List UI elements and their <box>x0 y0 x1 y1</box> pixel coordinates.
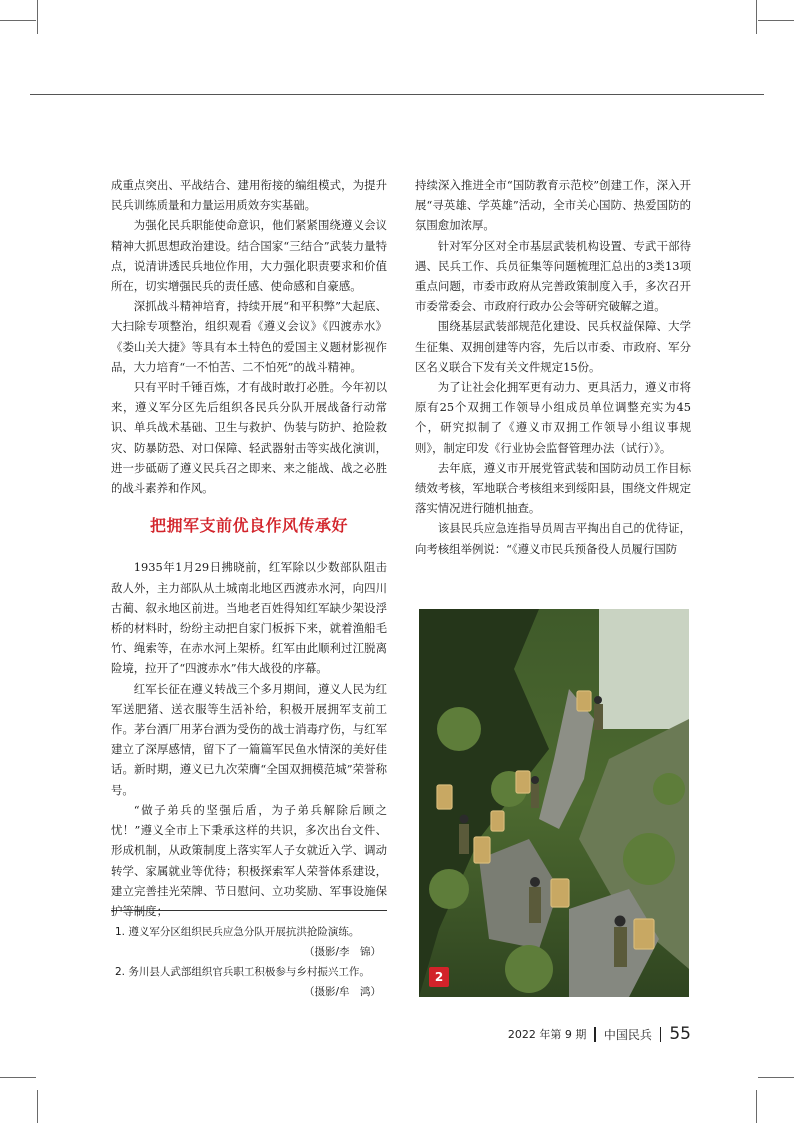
footer-divider <box>594 1027 596 1042</box>
crop-mark <box>756 0 757 34</box>
photo-number-badge: 2 <box>429 967 449 987</box>
page-number: 55 <box>669 1024 691 1044</box>
caption-credit: （摄影/李 锦） <box>303 946 381 958</box>
magazine-name: 中国民兵 <box>603 1027 652 1042</box>
section-heading: 把拥军支前优良作风传承好 <box>149 516 348 536</box>
caption-rule <box>111 910 387 911</box>
crop-mark <box>758 1077 794 1078</box>
caption-text: 1. 遵义军分区组织民兵应急分队开展抗洪抢险演练。 <box>115 926 360 938</box>
paragraph: 针对军分区对全市基层武装机构设置、专武干部待遇、民兵工作、兵员征集等问题梳理汇总出的3类13项重点问题，市委市政府从完善政策制度入手，多次召开市委常委会、市政府行政办公会等研究破解之道。 <box>415 238 691 314</box>
crop-mark <box>758 20 794 21</box>
paragraph: 红军长征在遵义转战三个多月期间，遵义人民为红军送肥猪、送衣服等生活补给，积极开展拥军支前工作。茅台酒厂用茅台酒为受伤的战士消毒疗伤，与红军建立了深厚感情，留下了一篇篇军民鱼水情深的美好佳话。新时期，遵义已九次荣膺“全国双拥模范城”荣誉称号。 <box>111 681 387 797</box>
footer-divider <box>660 1027 662 1042</box>
paragraph: 成重点突出、平战结合、建用衔接的编组模式，为提升民兵训练质量和力量运用质效夯实基础。 <box>111 178 387 213</box>
paragraph: 只有平时千锤百炼，才有战时敢打必胜。今年初以来，遵义军分区先后组织各民兵分队开展战备行动常识、单兵战术基础、卫生与救护、伪装与防护、抢险救灾、防暴防恐、对口保障、轻武器射击等实战化演训，进一步砥砺了遵义民兵召之即来、来之能战、战之必胜的战斗素养和作风。 <box>111 380 387 496</box>
paragraph: 围绕基层武装部规范化建设、民兵权益保障、大学生征集、双拥创建等内容，先后以市委、市政府、军分区名义联合下发有关文件规定15份。 <box>415 319 691 374</box>
photo-captions <box>115 922 387 1002</box>
crop-mark <box>0 20 36 21</box>
paragraph: 该县民兵应急连指导员周吉平掏出自己的优待证，向考核组举例说：“《遵义市民兵预备役人员履行国防 <box>415 521 691 556</box>
photo-militia-hillside <box>419 609 689 997</box>
caption-text: 2. 务川县人武部组织官兵职工积极参与乡村振兴工作。 <box>115 966 370 978</box>
right-column <box>415 175 691 559</box>
paragraph: 为强化民兵职能使命意识，他们紧紧围绕遵义会议精神大抓思想政治建设。结合国家“三结合”武装力量特点，说清讲透民兵地位作用，大力强化职责要求和价值所在，切实增强民兵的责任感、使命感和自豪感。 <box>111 218 387 294</box>
paragraph: 持续深入推进全市“国防教育示范校”创建工作，深入开展“寻英雄、学英雄”活动，全市关心国防、热爱国防的氛围愈加浓厚。 <box>415 178 691 233</box>
paragraph: 去年底，遵义市开展党管武装和国防动员工作目标绩效考核，军地联合考核组来到绥阳县，围绕文件规定落实情况进行随机抽查。 <box>415 460 691 516</box>
issue-label: 2022 年第 9 期 <box>507 1028 587 1041</box>
page-footer <box>508 1024 691 1044</box>
caption-credit: （摄影/牟 鸿） <box>303 986 381 998</box>
paragraph: 为了让社会化拥军更有动力、更具活力，遵义市将原有25个双拥工作领导小组成员单位调整充实为45个，研究拟制了《遵义市双拥工作领导小组议事规则》，制定印发《行业协会监督管理办法（试行）》。 <box>415 380 691 455</box>
paragraph: “做子弟兵的坚强后盾，为子弟兵解除后顾之忧！”遵义全市上下秉承这样的共识，多次出台文件、形成机制，从政策制度上落实军人子女就近入学、调动转学、家属就业等优待；积极探索军人荣誉体系建设，建立完善挂光荣牌、节日慰问、立功奖励、军事设施保 <box>111 802 387 898</box>
crop-mark <box>37 0 38 34</box>
left-column <box>111 175 387 921</box>
paragraph: 深抓战斗精神培育，持续开展“和平积弊”大起底、大扫除专项整治，组织观看《遵义会议》《四渡赤水》《娄山关大捷》等具有本土特色的爱国主义题材影视作品，大力培育“一不怕苦、二不怕死”的战斗精神。 <box>111 299 387 374</box>
crop-mark <box>0 1077 36 1078</box>
paragraph: 1935年1月29日拂晓前，红军除以少数部队阻击敌人外，主力部队从土城南北地区西渡赤水河，向四川古蔺、叙永地区前进。当地老百姓得知红军缺少架设浮桥的材料时，纷纷主动把自家门板拆下来，就着渔船毛竹、绳索等，在赤水河上架桥。红军由此顺利过江脱离险境，拉开了“四渡赤水”伟大战役的序幕。 <box>111 560 387 676</box>
crop-mark <box>37 1090 38 1123</box>
crop-mark <box>756 1090 757 1123</box>
header-rule <box>30 94 764 95</box>
